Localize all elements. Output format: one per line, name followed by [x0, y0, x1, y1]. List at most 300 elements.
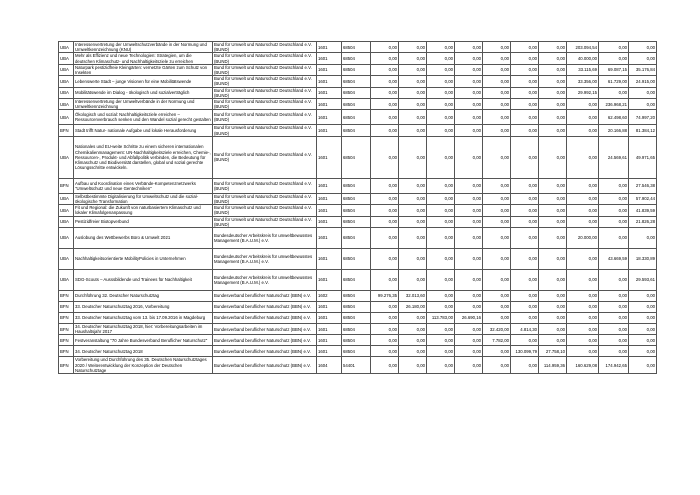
amount-cell: 0,00 [399, 53, 427, 64]
title-number-cell: 68504 [342, 193, 371, 204]
amount-cell: 0,00 [399, 357, 427, 374]
amount-cell: 0,00 [427, 64, 455, 75]
amount-cell: 43.669,59 [599, 249, 629, 270]
amount-cell: 0,00 [599, 335, 629, 346]
amount-cell: 0,00 [629, 357, 657, 374]
amount-cell: 0,00 [567, 324, 599, 335]
amount-cell: 0,00 [599, 205, 629, 216]
amount-cell: 0,00 [399, 64, 427, 75]
amount-cell: 0,00 [483, 216, 511, 227]
amount-cell: 0,00 [399, 313, 427, 324]
recipient-cell: Bundesverband beruflicher Naturschutz (BBN) e.V. [213, 346, 317, 357]
amount-cell: 0,00 [483, 249, 511, 270]
ministry-cell: BFN [59, 302, 74, 313]
amount-cell: 0,00 [455, 335, 483, 346]
ministry-cell: UBA [59, 136, 74, 178]
amount-cell: 0,00 [599, 270, 629, 291]
chapter-cell: 1601 [317, 125, 342, 136]
table-row [59, 42, 657, 53]
amount-cell: 0,00 [399, 249, 427, 270]
amount-cell: 32.420,00 [483, 324, 511, 335]
amount-cell: 0,00 [629, 335, 657, 346]
amount-cell: 0,00 [567, 178, 599, 193]
ministry-cell: BFN [59, 125, 74, 136]
table-row [59, 313, 657, 324]
chapter-cell: 1601 [317, 335, 342, 346]
amount-cell: 0,00 [511, 302, 539, 313]
amount-cell: 0,00 [427, 76, 455, 87]
amount-cell: 0,00 [455, 270, 483, 291]
amount-cell: 0,00 [371, 335, 399, 346]
amount-cell: 0,00 [511, 193, 539, 204]
ministry-cell: UBA [59, 42, 74, 53]
amount-cell: 0,00 [539, 335, 567, 346]
amount-cell: 0,00 [483, 125, 511, 136]
amount-cell: 81.384,12 [629, 125, 657, 136]
amount-cell: 0,00 [567, 99, 599, 110]
amount-cell: 0,00 [371, 99, 399, 110]
amount-cell: 0,00 [427, 125, 455, 136]
ministry-cell: BFN [59, 346, 74, 357]
amount-cell: 29.593,61 [629, 270, 657, 291]
amount-cell: 0,00 [599, 42, 629, 53]
table-row [59, 335, 657, 346]
table-row [59, 228, 657, 249]
title-cell: Fit und Regional: die Zukunft von naturbasiertem Klimaschutz und lokaler Klimafolgenanpassung [74, 205, 213, 216]
ministry-cell: BFN [59, 335, 74, 346]
amount-cell: 0,00 [539, 302, 567, 313]
amount-cell: 0,00 [371, 302, 399, 313]
amount-cell: 0,00 [511, 99, 539, 110]
amount-cell: 0,00 [483, 346, 511, 357]
amount-cell: 27.758,10 [539, 346, 567, 357]
amount-cell: 0,00 [455, 136, 483, 178]
amount-cell: 0,00 [599, 193, 629, 204]
ministry-cell: UBA [59, 193, 74, 204]
amount-cell: 0,00 [599, 216, 629, 227]
table-row [59, 125, 657, 136]
recipient-cell: Bundesverband beruflicher Naturschutz (BBN) e.V. [213, 324, 317, 335]
title-number-cell: 68504 [342, 302, 371, 313]
recipient-cell: Bund für Umwelt und Naturschutz Deutschland e.V. (BUND) [213, 110, 317, 125]
amount-cell: 0,00 [455, 357, 483, 374]
amount-cell: 160.629,08 [567, 357, 599, 374]
amount-cell: 0,00 [427, 346, 455, 357]
chapter-cell: 1601 [317, 76, 342, 87]
table-row [59, 357, 657, 374]
ministry-cell: UBA [59, 99, 74, 110]
chapter-cell: 1601 [317, 136, 342, 178]
amount-cell: 0,00 [371, 228, 399, 249]
amount-cell: 0,00 [455, 302, 483, 313]
amount-cell: 0,00 [511, 64, 539, 75]
recipient-cell: Bundesverband beruflicher Naturschutz (BBN) e.V. [213, 313, 317, 324]
amount-cell: 0,00 [483, 302, 511, 313]
amount-cell: 0,00 [539, 178, 567, 193]
amount-cell: 0,00 [427, 302, 455, 313]
amount-cell: 0,00 [427, 270, 455, 291]
amount-cell: 62.498,60 [599, 110, 629, 125]
table-row [59, 64, 657, 75]
title-cell: Aufbau und Koordination eines Verbände-Kompetenznetzwerks "Umweltschutz und neue Gentechniken" [74, 178, 213, 193]
recipient-cell: Bundesverband beruflicher Naturschutz (BBN) e.V. [213, 291, 317, 302]
amount-cell: 0,00 [427, 110, 455, 125]
recipient-cell: Bund für Umwelt und Naturschutz Deutschland e.V. (BUND) [213, 99, 317, 110]
title-number-cell: 68504 [342, 99, 371, 110]
title-cell: Pestizidfreier Biotopverbund [74, 216, 213, 227]
amount-cell: 0,00 [483, 228, 511, 249]
chapter-cell: 1601 [317, 270, 342, 291]
ministry-cell: UBA [59, 249, 74, 270]
title-cell: Selbstbestimmte Digitalisierung für Umweltschutz und die sozial-ökologische Transformation [74, 193, 213, 204]
ministry-cell: UBA [59, 76, 74, 87]
amount-cell: 49.971,65 [629, 136, 657, 178]
table-row [59, 178, 657, 193]
title-number-cell: 54401 [342, 357, 371, 374]
chapter-cell: 1604 [317, 357, 342, 374]
amount-cell: 0,00 [427, 87, 455, 98]
chapter-cell: 1601 [317, 228, 342, 249]
amount-cell: 236.968,21 [599, 99, 629, 110]
table-row [59, 136, 657, 178]
amount-cell: 20.000,00 [567, 228, 599, 249]
amount-cell: 0,00 [629, 302, 657, 313]
amount-cell: 7.782,00 [483, 335, 511, 346]
chapter-cell: 1601 [317, 42, 342, 53]
title-number-cell: 68504 [342, 53, 371, 64]
title-number-cell: 68504 [342, 249, 371, 270]
title-number-cell: 68504 [342, 125, 371, 136]
amount-cell: 0,00 [371, 249, 399, 270]
amount-cell: 0,00 [511, 42, 539, 53]
amount-cell: 0,00 [371, 178, 399, 193]
amount-cell: 4.814,30 [511, 324, 539, 335]
recipient-cell: Bundesverband beruflicher Naturschutz (BBN) e.V. [213, 357, 317, 374]
amount-cell: 130.099,79 [511, 346, 539, 357]
amount-cell: 0,00 [399, 216, 427, 227]
title-cell: Lebenswerte Stadt – junge Visionen für eine Mobilitätswende [74, 76, 213, 87]
amount-cell: 0,00 [539, 205, 567, 216]
recipient-cell: Bundesdeutscher Arbeitskreis für umweltbewusstes Management (B.A.U.M.) e.V. [213, 249, 317, 270]
title-cell: 34. Deutscher Naturschutztag 2018 [74, 346, 213, 357]
title-number-cell: 68504 [342, 64, 371, 75]
chapter-cell: 1601 [317, 53, 342, 64]
recipient-cell: Bund für Umwelt und Naturschutz Deutschland e.V. (BUND) [213, 125, 317, 136]
amount-cell: 0,00 [599, 302, 629, 313]
title-number-cell: 68504 [342, 291, 371, 302]
amount-cell: 0,00 [399, 125, 427, 136]
amount-cell: 27.546,38 [629, 178, 657, 193]
title-cell: Naturpark pestizidfreie Kleingärten: vernetzte Gärten zum Schutz von Insekten [74, 64, 213, 75]
recipient-cell: Bund für Umwelt und Naturschutz Deutschland e.V. (BUND) [213, 136, 317, 178]
amount-cell: 0,00 [371, 53, 399, 64]
amount-cell: 0,00 [599, 178, 629, 193]
amount-cell: 0,00 [539, 110, 567, 125]
amount-cell: 0,00 [539, 324, 567, 335]
chapter-cell: 1601 [317, 205, 342, 216]
amount-cell: 26.690,16 [455, 313, 483, 324]
amount-cell: 0,00 [539, 313, 567, 324]
title-cell: Vorbereitung und Durchführung des 35. Deutschen Naturschutztages 2020 / Weiterentwicklung der Konzeption der Deutschen Naturschutztage [74, 357, 213, 374]
amount-cell: 0,00 [629, 346, 657, 357]
title-number-cell: 68504 [342, 136, 371, 178]
amount-cell: 0,00 [629, 87, 657, 98]
chapter-cell: 1601 [317, 87, 342, 98]
table-row [59, 346, 657, 357]
amount-cell: 0,00 [483, 136, 511, 178]
ministry-cell: BFN [59, 313, 74, 324]
amount-cell: 0,00 [511, 205, 539, 216]
title-cell: Nationales und EU-weite Schritte zu einem sicheren internationalen Chemikalienmanagement: UN-Nachhaltigkeitsziele erreichen, Chemie-, Ressourcen-, Produkt- und Abfallpolitik verbinden, die Bedeutung für Klimaschutz und Biodiversität darstellen, global und sozial gerechte Lösungsschritte entwickeln. [74, 136, 213, 178]
amount-cell: 0,00 [567, 193, 599, 204]
title-cell: Interessenvertretung der Umweltschutzverbände in der Normung und Umweltkennzeichnung (KNU) [74, 42, 213, 53]
chapter-cell: 1601 [317, 64, 342, 75]
title-number-cell: 68504 [342, 110, 371, 125]
amount-cell: 0,00 [511, 178, 539, 193]
title-number-cell: 68504 [342, 335, 371, 346]
amount-cell: 69.087,15 [599, 64, 629, 75]
amount-cell: 0,00 [427, 228, 455, 249]
ministry-cell: UBA [59, 228, 74, 249]
amount-cell: 0,00 [599, 291, 629, 302]
amount-cell: 0,00 [511, 270, 539, 291]
ministry-cell: BFN [59, 291, 74, 302]
amount-cell: 0,00 [399, 335, 427, 346]
amount-cell: 0,00 [483, 99, 511, 110]
chapter-cell: 1601 [317, 249, 342, 270]
title-cell: Mehr als Effizienz und neue Technologien: Strategien, um die deutschen Klimaschutz- und Nachhaltigkeitsziele zu erreichen [74, 53, 213, 64]
amount-cell: 0,00 [427, 42, 455, 53]
amount-cell: 0,00 [455, 53, 483, 64]
title-number-cell: 68504 [342, 313, 371, 324]
table-row [59, 110, 657, 125]
chapter-cell: 1601 [317, 324, 342, 335]
amount-cell: 40.000,00 [567, 53, 599, 64]
table-row [59, 99, 657, 110]
ministry-cell: UBA [59, 216, 74, 227]
amount-cell: 0,00 [399, 193, 427, 204]
funding-table-page [58, 41, 656, 374]
title-cell: Interessenvertretung der Umweltverbände in der Normung und Umweltkennzeichnung [74, 99, 213, 110]
chapter-cell: 1601 [317, 302, 342, 313]
amount-cell: 0,00 [371, 193, 399, 204]
chapter-cell: 1601 [317, 110, 342, 125]
amount-cell: 0,00 [455, 178, 483, 193]
amount-cell: 0,00 [629, 53, 657, 64]
ministry-cell: UBA [59, 87, 74, 98]
recipient-cell: Bundesdeutscher Arbeitskreis für umweltbewusstes Management (B.A.U.M.) e.V. [213, 270, 317, 291]
amount-cell: 0,00 [511, 249, 539, 270]
title-number-cell: 68504 [342, 216, 371, 227]
amount-cell: 0,00 [483, 178, 511, 193]
amount-cell: 0,00 [567, 249, 599, 270]
amount-cell: 174.942,65 [599, 357, 629, 374]
amount-cell: 24.569,61 [599, 136, 629, 178]
amount-cell: 0,00 [567, 335, 599, 346]
table-row [59, 193, 657, 204]
amount-cell: 0,00 [455, 64, 483, 75]
amount-cell: 0,00 [371, 346, 399, 357]
title-cell: Auslobung des Wettbewerbs Büro & Umwelt 2021 [74, 228, 213, 249]
ministry-cell: BFN [59, 178, 74, 193]
title-number-cell: 68504 [342, 228, 371, 249]
amount-cell: 0,00 [455, 249, 483, 270]
ministry-cell: UBA [59, 270, 74, 291]
amount-cell: 0,00 [427, 193, 455, 204]
amount-cell: 0,00 [371, 110, 399, 125]
amount-cell: 0,00 [511, 216, 539, 227]
amount-cell: 0,00 [483, 357, 511, 374]
amount-cell: 33.356,00 [567, 76, 599, 87]
ministry-cell: UBA [59, 53, 74, 64]
amount-cell: 0,00 [455, 125, 483, 136]
amount-cell: 0,00 [567, 313, 599, 324]
amount-cell: 0,00 [399, 42, 427, 53]
amount-cell: 35.176,84 [629, 64, 657, 75]
recipient-cell: Bund für Umwelt und Naturschutz Deutschland e.V. (BUND) [213, 205, 317, 216]
amount-cell: 0,00 [399, 110, 427, 125]
amount-cell: 0,00 [455, 346, 483, 357]
table-row [59, 291, 657, 302]
title-cell: Festveranstaltung "70 Jahre Bundesverband Beruflicher Naturschutz" [74, 335, 213, 346]
title-number-cell: 68504 [342, 346, 371, 357]
amount-cell: 26.180,00 [399, 302, 427, 313]
amount-cell: 0,00 [567, 125, 599, 136]
title-cell: 33. Deutscher Naturschutztag vom 13. bis 17.09.2016 in Magdeburg [74, 313, 213, 324]
amount-cell: 0,00 [455, 324, 483, 335]
amount-cell: 0,00 [483, 110, 511, 125]
amount-cell: 0,00 [539, 76, 567, 87]
amount-cell: 0,00 [455, 110, 483, 125]
amount-cell: 0,00 [483, 291, 511, 302]
amount-cell: 0,00 [371, 205, 399, 216]
amount-cell: 74.997,20 [629, 110, 657, 125]
title-cell: Stadt trifft Natur- nationale Aufgabe und lokale Herausforderung [74, 125, 213, 136]
amount-cell: 0,00 [511, 53, 539, 64]
amount-cell: 0,00 [567, 270, 599, 291]
amount-cell: 0,00 [539, 249, 567, 270]
table-row [59, 216, 657, 227]
title-cell: Nachhaltigkeitsorientierte MobilityPolicies in Unternehmen [74, 249, 213, 270]
amount-cell: 0,00 [599, 228, 629, 249]
recipient-cell: Bund für Umwelt und Naturschutz Deutschland e.V. (BUND) [213, 64, 317, 75]
amount-cell: 203.094,54 [567, 42, 599, 53]
chapter-cell: 1601 [317, 99, 342, 110]
amount-cell: 0,00 [539, 53, 567, 64]
ministry-cell: UBA [59, 205, 74, 216]
amount-cell: 0,00 [371, 87, 399, 98]
amount-cell: 0,00 [539, 42, 567, 53]
chapter-cell: 1601 [317, 193, 342, 204]
amount-cell: 0,00 [567, 346, 599, 357]
amount-cell: 0,00 [539, 125, 567, 136]
amount-cell: 57.902,44 [629, 193, 657, 204]
amount-cell: 0,00 [539, 270, 567, 291]
ministry-cell: UBA [59, 110, 74, 125]
recipient-cell: Bund für Umwelt und Naturschutz Deutschland e.V. (BUND) [213, 216, 317, 227]
table-row [59, 205, 657, 216]
amount-cell: 0,00 [427, 357, 455, 374]
amount-cell: 0,00 [511, 335, 539, 346]
amount-cell: 61.729,00 [599, 76, 629, 87]
amount-cell: 0,00 [399, 270, 427, 291]
amount-cell: 0,00 [629, 99, 657, 110]
table-row [59, 76, 657, 87]
table-row [59, 249, 657, 270]
amount-cell: 0,00 [483, 205, 511, 216]
table-row [59, 87, 657, 98]
amount-cell: 0,00 [455, 291, 483, 302]
amount-cell: 0,00 [427, 249, 455, 270]
ministry-cell: BFN [59, 357, 74, 374]
amount-cell: 0,00 [399, 87, 427, 98]
amount-cell: 0,00 [483, 87, 511, 98]
amount-cell: 0,00 [483, 313, 511, 324]
amount-cell: 0,00 [511, 87, 539, 98]
title-cell: 34. Deutscher Naturschutztag 2018, hier: Vorbereitungsarbeiten im Haushaltsjahr 2017 [74, 324, 213, 335]
amount-cell: 0,00 [427, 216, 455, 227]
title-number-cell: 68504 [342, 270, 371, 291]
title-number-cell: 68504 [342, 178, 371, 193]
amount-cell: 0,00 [483, 270, 511, 291]
table-body [59, 42, 657, 374]
amount-cell: 0,00 [455, 76, 483, 87]
amount-cell: 0,00 [427, 324, 455, 335]
ministry-cell: BFN [59, 324, 74, 335]
amount-cell: 0,00 [511, 313, 539, 324]
amount-cell: 0,00 [629, 228, 657, 249]
amount-cell: 18.330,89 [629, 249, 657, 270]
amount-cell: 0,00 [567, 110, 599, 125]
amount-cell: 20.166,88 [599, 125, 629, 136]
title-number-cell: 68504 [342, 324, 371, 335]
amount-cell: 0,00 [599, 324, 629, 335]
amount-cell: 0,00 [483, 53, 511, 64]
amount-cell: 0,00 [599, 346, 629, 357]
amount-cell: 0,00 [427, 178, 455, 193]
chapter-cell: 1601 [317, 346, 342, 357]
title-number-cell: 68504 [342, 205, 371, 216]
amount-cell: 0,00 [427, 53, 455, 64]
amount-cell: 0,00 [399, 178, 427, 193]
amount-cell: 0,00 [371, 313, 399, 324]
amount-cell: 0,00 [455, 193, 483, 204]
amount-cell: 0,00 [455, 99, 483, 110]
recipient-cell: Bundesverband beruflicher Naturschutz (BBN) e.V. [213, 335, 317, 346]
table-row [59, 270, 657, 291]
amount-cell: 0,00 [371, 136, 399, 178]
amount-cell: 114.959,36 [539, 357, 567, 374]
table-row [59, 53, 657, 64]
amount-cell: 0,00 [399, 346, 427, 357]
title-number-cell: 68504 [342, 87, 371, 98]
title-cell: Durchführung 32. Deutscher Naturschutztag [74, 291, 213, 302]
recipient-cell: Bund für Umwelt und Naturschutz Deutschland e.V. (BUND) [213, 87, 317, 98]
amount-cell: 0,00 [539, 193, 567, 204]
amount-cell: 0,00 [629, 313, 657, 324]
amount-cell: 33.115,69 [567, 64, 599, 75]
amount-cell: 0,00 [567, 136, 599, 178]
amount-cell: 0,00 [371, 42, 399, 53]
amount-cell: 0,00 [567, 302, 599, 313]
amount-cell: 24.915,00 [629, 76, 657, 87]
title-number-cell: 68504 [342, 76, 371, 87]
amount-cell: 0,00 [539, 87, 567, 98]
amount-cell: 0,00 [371, 64, 399, 75]
recipient-cell: Bund für Umwelt und Naturschutz Deutschland e.V. (BUND) [213, 178, 317, 193]
recipient-cell: Bund für Umwelt und Naturschutz Deutschland e.V. (BUND) [213, 42, 317, 53]
amount-cell: 41.839,59 [629, 205, 657, 216]
